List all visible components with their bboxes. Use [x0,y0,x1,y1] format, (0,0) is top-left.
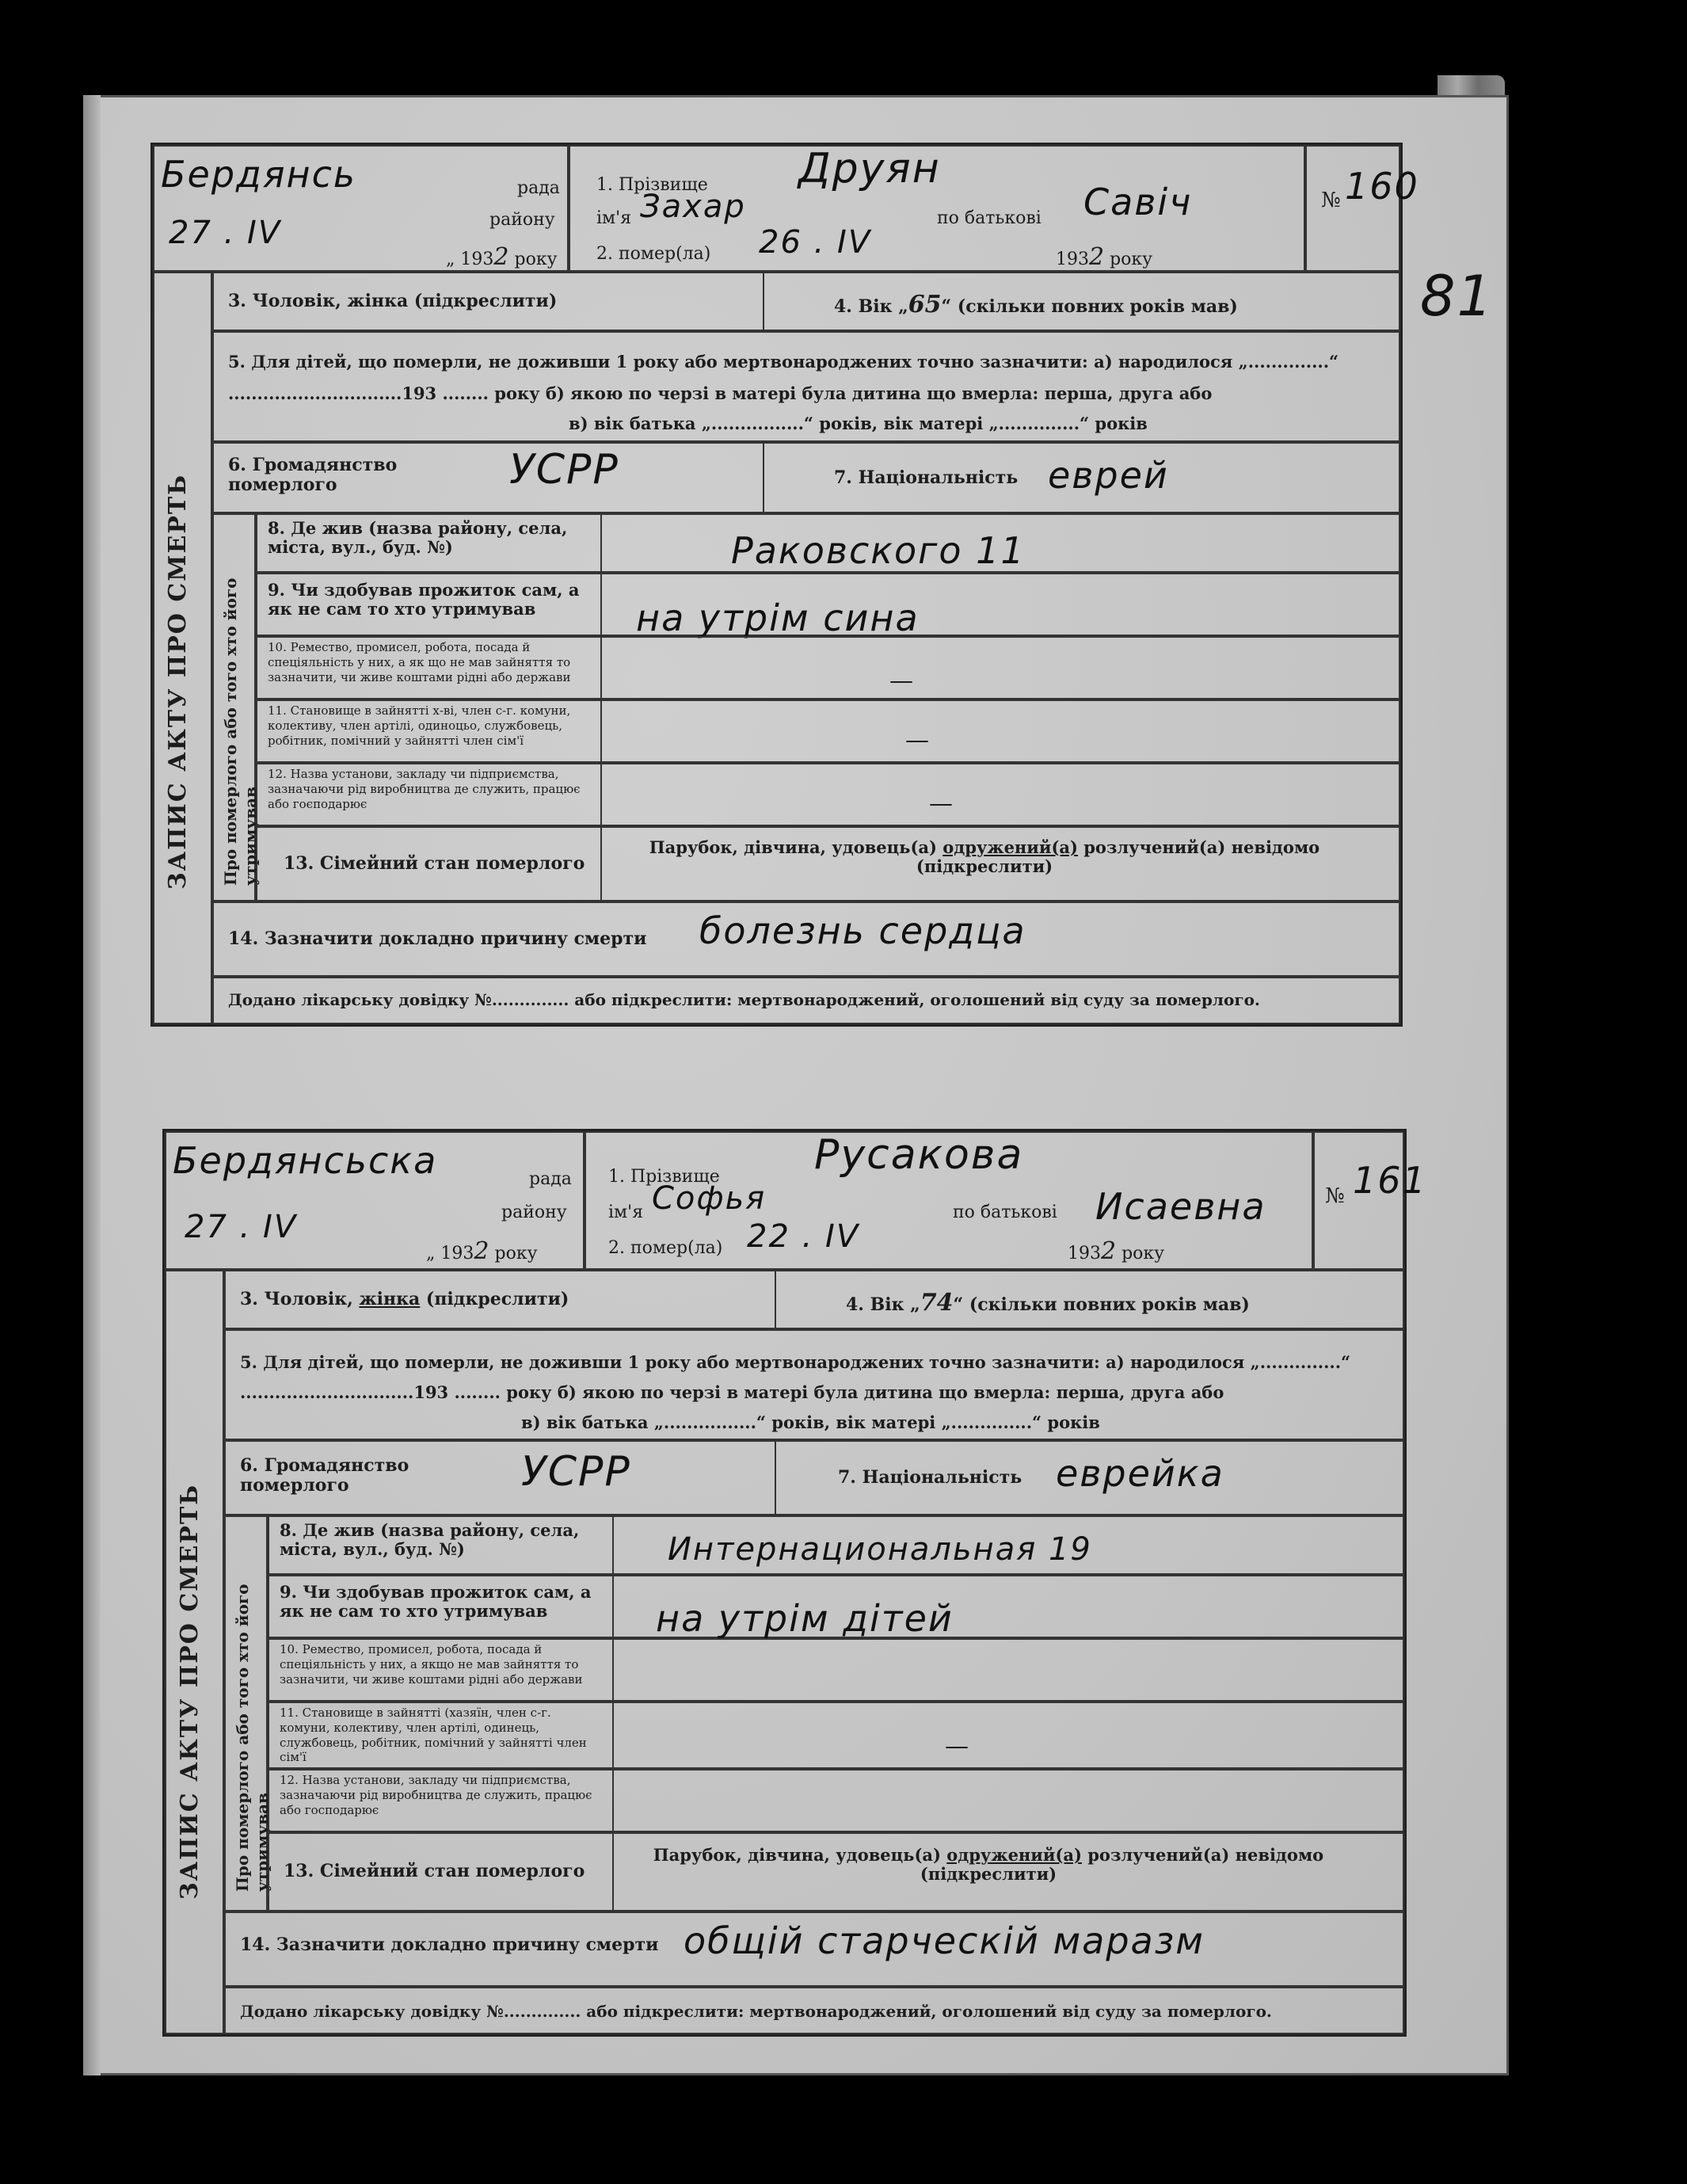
record-number-label: № [1325,1184,1345,1208]
died-year [1056,244,1152,272]
q13-text: 13. Сімейний стан померлого [284,853,585,874]
q13-text: 13. Сімейний стан померлого [284,1861,585,1881]
surname-label: 1. Прізвище [596,175,708,195]
q10-text: 10. Ремество, промисел, робота, посада й спеціяльність у них, а якщо не мав зайняття то зазначити, чи живе коштами рідні або держави [280,1642,583,1687]
patronymic-label: по батькові [953,1203,1057,1222]
citizenship-value: УСРР [521,1448,631,1496]
reg-year-digit: 2 [493,243,509,271]
q3-text: 3. Чоловік, жінка (підкреслити) [228,291,558,311]
q13-options-pre: Парубок, дівчина, удовець(а) [653,1845,947,1865]
q14-text: 14. Зазначити докладно причину смерти [240,1934,659,1955]
q13-divider [600,826,602,901]
age-value: 65 [908,291,942,318]
q9-text: 9. Чи здобував прожиток сам, а як не сам то хто утримував [280,1582,592,1622]
q12-text: 12. Назва установи, закладу чи підприємства, зазначаючи рід виробництва де служить, працює або господарює [280,1773,592,1817]
q9-text: 9. Чи здобував прожиток сам, а як не сам то хто утримував [268,580,580,619]
q4-prefix: 4. Вік „ [846,1294,920,1315]
q6-q7-divider [775,1440,776,1515]
surname-label: 1. Прізвище [608,1167,720,1187]
q4-text [834,292,1238,319]
rada-name: Бердянсь [161,153,357,196]
nationality-value: еврей [1048,454,1169,497]
registration-date: 27 . IV [169,215,282,251]
name-label: ім'я [608,1203,644,1222]
footer-text: Додано лікарську довідку №.............. або підкреслити: мертвонароджений, оголошений від суду за померлого. [240,2002,1272,2021]
support-value: на утрім сина [636,597,920,639]
q6-text: 6. Громадянство померлого [228,455,398,496]
patronymic-label: по батькові [937,208,1042,228]
name-value: Захар [640,189,746,225]
q10-text: 10. Ремество, промисел, робота, посада й спеціяльність у них, а як що не мав зайняття то зазначити, чи живе коштами рідні або держави [268,640,571,684]
cause-value: болезнь сердца [699,909,1026,952]
q8-text: 8. Де жив (назва району, села, міста, вул., буд. №) [268,518,568,558]
q11-value: — [905,726,929,754]
q14-text: 14. Зазначити докладно причину смерти [228,928,647,949]
q6-q7-divider [763,442,764,513]
patronymic-value: Савіч [1083,181,1193,223]
support-value: на утрім дітей [656,1597,954,1640]
q12-value: — [929,790,953,818]
header-number-cell [1305,145,1400,272]
q13-options-post: розлучений(а) невідомо (підкреслити) [920,1845,1324,1885]
side-mark: 81 [1420,264,1495,329]
q13-options-post: розлучений(а) невідомо (підкреслити) [916,837,1320,877]
died-year-suffix: року [1110,250,1153,269]
reg-year-digit: 2 [474,1237,489,1265]
name-label: ім'я [596,208,632,228]
reg-year-suffix: року [494,1244,538,1264]
rada-label: рада [529,1169,572,1189]
q13-options [632,1846,1345,1884]
reg-year-prefix: „ 193 [446,250,494,269]
q11-text: 11. Становище в зайнятті (хазяїн, член с-г. комуни, колективу, член артілі, одинець, службовець, робітник, помічний у зайнятті член сім'ї [280,1706,587,1765]
death-record-160 [150,143,1495,1027]
q6-text: 6. Громадянство померлого [240,1455,409,1496]
q3-selected: жінка [359,1289,421,1309]
record-number-label: № [1321,189,1341,212]
cause-value: общій старческій маразм [684,1919,1205,1962]
q11-text: 11. Становище в зайнятті х-ві, член с-г. комуни, колективу, член артілі, одиноцьо, службовець, робітник, помічний у зайнятті член сім'ї [268,703,571,748]
q13-divider [612,1832,614,1911]
age-value: 74 [920,1289,954,1317]
q13-options-pre: Парубок, дівчина, удовець(а) [649,837,943,857]
q5-line3: в) вік батька „................“ років, вік матері „..............“ років [569,414,1148,433]
side-sub-title: Про померлого або того хто його утримував [221,577,260,886]
died-year-suffix: року [1121,1244,1165,1264]
side-sub-title: Про померлого або того хто його утримував [233,1584,272,1892]
citizenship-value: УСРР [509,446,619,494]
died-date: 26 . IV [759,224,872,261]
surname-value: Друян [798,145,941,192]
q5-line3: в) вік батька „................“ років, вік матері „..............“ років [521,1412,1100,1432]
q11-value: — [945,1732,969,1760]
patronymic-value: Исаевна [1095,1185,1266,1228]
side-title: ЗАПИС АКТУ ПРО СМЕРТЬ [164,474,192,890]
q7-text: 7. Національність [834,467,1019,488]
reg-year-prefix: „ 193 [426,1244,474,1264]
rada-name: Бердянсьска [173,1139,438,1182]
died-label: 2. помер(ла) [596,244,711,264]
q7-text: 7. Національність [838,1467,1022,1488]
died-label: 2. помер(ла) [608,1238,723,1258]
side-title: ЗАПИС АКТУ ПРО СМЕРТЬ [176,1484,204,1900]
name-value: Софья [652,1180,767,1217]
q13-options-selected: одружений(а) [943,837,1078,857]
footer-text: Додано лікарську довідку №.............. або підкреслити: мертвонароджений, оголошений від суду за померлого. [228,990,1260,1009]
page-binding [83,95,101,2075]
registration-date: 27 . IV [185,1209,298,1245]
q3-q4-divider [763,272,764,331]
q10-value: — [889,667,913,695]
rayon-label: району [489,210,555,230]
q12-text: 12. Назва установи, закладу чи підприємства, зазначаючи рід виробництва де служить, працює або гоєподарює [268,767,581,811]
q4-prefix: 4. Вік „ [834,296,908,317]
rada-label: рада [517,178,560,198]
registration-year [446,244,558,272]
q5-line1: 5. Для дітей, що померли, не доживши 1 року або мертвонароджених точно зазначити: а) народилося „..............“ [240,1352,1351,1372]
address-value: Раковского 11 [731,529,1026,572]
rayon-label: району [501,1203,567,1222]
q5-line2: ..............................193 ........ року б) якою по черзі в матері була дитина що вмерла: перша, друга або [228,383,1213,403]
record-number: 160 [1345,165,1419,208]
q4-text [846,1290,1250,1317]
died-year [1068,1238,1164,1266]
q5-line1: 5. Для дітей, що померли, не доживши 1 року або мертвонароджених точно зазначити: а) народилося „..............“ [228,352,1339,372]
died-date: 22 . IV [747,1218,860,1255]
q5-line2: ..............................193 ........ року б) якою по черзі в матері була дитина що вмерла: перша, друга або [240,1382,1224,1402]
record-number: 161 [1353,1159,1427,1202]
died-year-prefix: 193 [1068,1244,1101,1264]
q3-text: 3. Чоловік, жінка (підкреслити) [240,1289,569,1309]
q8-text: 8. Де жив (назва району, села, міста, вул., буд. №) [280,1520,580,1560]
q13-options [628,838,1341,876]
died-year-prefix: 193 [1056,250,1089,269]
q4-suffix: “ (скільки повних років мав) [941,296,1238,317]
q3-q4-divider [775,1270,776,1329]
death-record-161 [162,1129,1427,2037]
died-year-digit: 2 [1089,243,1105,271]
q4-suffix: “ (скільки повних років мав) [953,1294,1250,1315]
nationality-value: еврейка [1056,1452,1224,1495]
address-value: Интернациональная 19 [668,1531,1092,1568]
reg-year-suffix: року [514,250,558,269]
q13-options-selected: одружений(а) [946,1845,1082,1865]
died-year-digit: 2 [1101,1237,1117,1265]
surname-value: Русакова [814,1131,1024,1179]
registration-year [426,1238,538,1266]
